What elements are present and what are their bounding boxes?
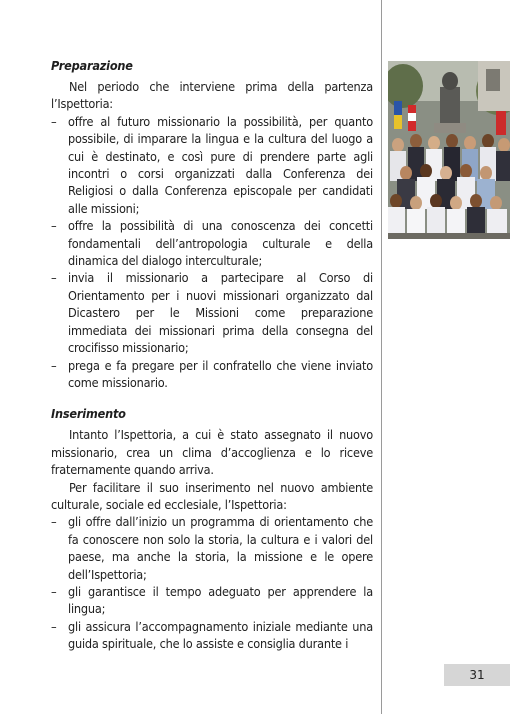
list-item-text: prega e fa pregare per il confratello che viene inviato come missionario. (68, 357, 373, 390)
group-photo-illustration (388, 61, 510, 239)
list-item-text: offre al futuro missionario la possibilità, per quanto possibile, di imparare la lingua e la cultura del luogo a cui è destinato, e così pure di prendere parte agli incontri o corsi organizzati dalla Conferenza dei Religiosi o dalla Conferenza episcopale per candidati alle missioni; (68, 113, 373, 216)
page-number (444, 664, 510, 686)
paragraph-welcome: Intanto l’Ispettoria, a cui è stato assegnato il nuovo missionario, crea un clima d’accoglienza e lo riceve fraternamente quando arriva. (51, 427, 373, 478)
list-item-text: gli assicura l’accompagnamento iniziale mediante una guida spirituale, che lo assiste e consiglia durante i (68, 618, 373, 652)
group-photo (388, 61, 510, 239)
bullet-dash: – (51, 514, 57, 530)
list-item (51, 113, 373, 217)
list-item (51, 357, 373, 392)
list-item-text: gli offre dall’inizio un programma di orientamento che fa conoscere non solo la storia, la cultura e i valori del paese, ma anche la storia, la missione e le opere dell’Ispettoria; (68, 514, 373, 582)
list-item (51, 269, 373, 356)
paragraph-insertion: Per facilitare il suo inserimento nel nuovo ambiente culturale, sociale ed ecclesiale, l’Ispettoria: (51, 479, 373, 512)
list-item (51, 217, 373, 269)
list-item-text: offre la possibilità di una conoscenza dei concetti fondamentali dell’antropologia culturale e della dinamica del dialogo interculturale; (68, 218, 373, 269)
paragraph-intro: Nel periodo che interviene prima della partenza l’Ispettoria: (51, 79, 373, 112)
list-item (51, 583, 373, 618)
section-heading-inserimento: Inserimento (51, 406, 126, 422)
bullet-dash: – (51, 113, 57, 129)
bullet-dash: – (51, 357, 57, 373)
list-item (51, 513, 373, 583)
list-item-text: gli garantisce il tempo adeguato per apprendere la lingua; (68, 583, 373, 617)
list-item-text: invia il missionario a partecipare al Corso di Orientamento per i nuovi missionari organizzato dal Dicastero per le Missioni come preparazione immediata dei missionari prima della consegna del crocifisso missionario; (68, 270, 373, 356)
section-heading-preparazione: Preparazione (51, 58, 133, 73)
page-divider (381, 0, 382, 714)
list-item (51, 618, 373, 653)
text-column (51, 56, 373, 653)
page-number-text: 31 (469, 668, 485, 682)
bullet-dash: – (51, 270, 57, 286)
bullet-dash: – (51, 583, 57, 599)
bullet-dash: – (51, 618, 57, 634)
bullet-dash: – (51, 218, 57, 234)
